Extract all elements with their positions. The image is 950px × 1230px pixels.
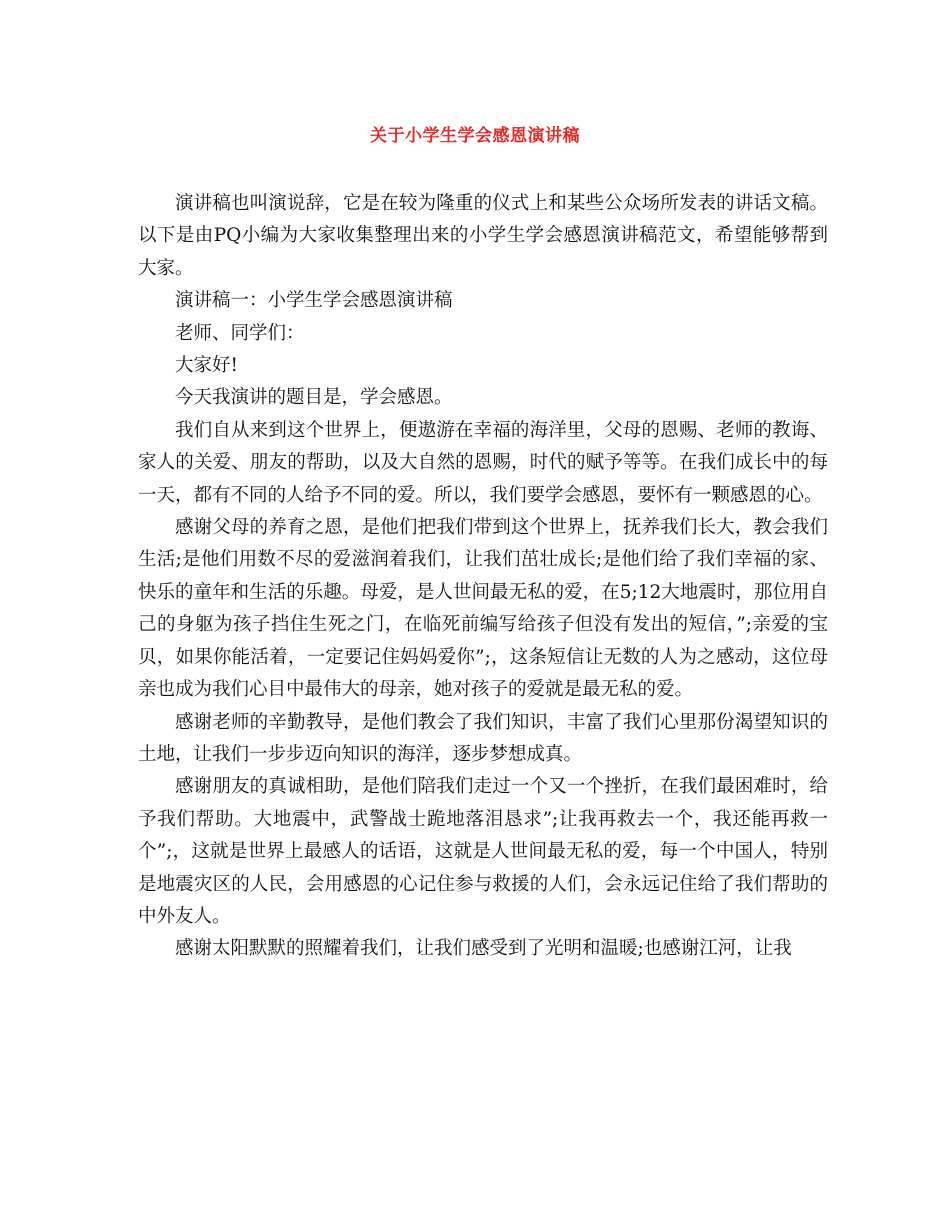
paragraph-thank-parents: 感谢父母的养育之恩，是他们把我们带到这个世界上，抚养我们长大，教会我们生活;是他们用数不尽的爱滋润着我们，让我们茁壮成长;是他们给了我们幸福的家、快乐的童年和生活的乐趣。母爱，是人世间最无私的爱，在5;12大地震时，那位用自己的身躯为孩子挡住生死之门，在临死前编写给孩子但没有发出的短信，”;亲爱的宝贝，如果你能活着，一定要记住妈妈爱你”;，这条短信让无数的人为之感动，这位母亲也成为我们心目中最伟大的母亲，她对孩子的爱就是最无私的爱。: [138, 517, 828, 701]
paragraph-heading: 演讲稿一：小学生学会感恩演讲稿: [175, 290, 453, 312]
paragraph-thank-nature: 感谢太阳默默的照耀着我们，让我们感受到了光明和温暖;也感谢江河，让我: [175, 938, 792, 960]
document-body: [138, 188, 828, 966]
paragraph-topic: 今天我演讲的题目是，学会感恩。: [175, 387, 453, 409]
paragraph-thank-friends: 感谢朋友的真诚相助，是他们陪我们走过一个又一个挫折，在我们最困难时，给予我们帮助。大地震中，武警战士跪地落泪恳求”;让我再救去一个，我还能再救一个”;，这就是世界上最感人的话语，这就是人世间最无私的爱，每一个中国人，特别是地震灾区的人民，会用感恩的心记住参与救援的人们，会永远记住给了我们帮助的中外友人。: [138, 776, 828, 927]
paragraph-salutation: 老师、同学们：: [175, 322, 305, 344]
paragraph-blessings: 我们自从来到这个世界上，便遨游在幸福的海洋里，父母的恩赐、老师的教诲、家人的关爱、朋友的帮助，以及大自然的恩赐，时代的赋予等等。在我们成长中的每一天，都有不同的人给予不同的爱。所以，我们要学会感恩，要怀有一颗感恩的心。: [138, 419, 828, 506]
paragraph-greeting: 大家好!: [175, 355, 238, 377]
document-title: 关于小学生学会感恩演讲稿: [370, 126, 580, 146]
paragraph-thank-teachers: 感谢老师的辛勤教导，是他们教会了我们知识，丰富了我们心里那份渴望知识的土地，让我们一步步迈向知识的海洋，逐步梦想成真。: [138, 711, 828, 765]
paragraph-intro: 演讲稿也叫演说辞，它是在较为隆重的仪式上和某些公众场所发表的讲话文稿。以下是由PQ小编为大家收集整理出来的小学生学会感恩演讲稿范文，希望能够帮到大家。: [138, 193, 828, 279]
